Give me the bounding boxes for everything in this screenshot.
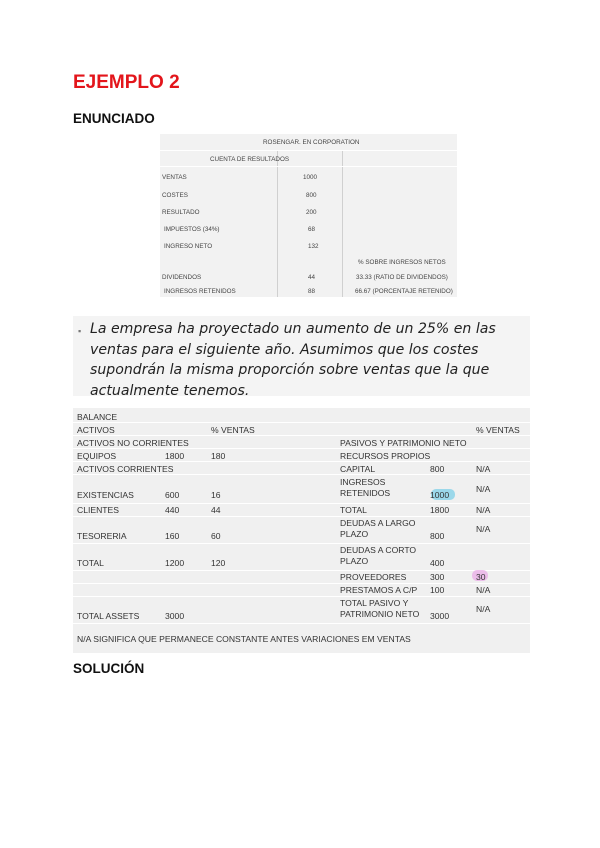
row-value: 800 — [306, 192, 317, 199]
left-row-pct: 44 — [211, 505, 221, 515]
right-row-pct: N/A — [476, 585, 491, 595]
right-row-value: 800 — [430, 464, 445, 474]
left-row-pct: 180 — [211, 451, 226, 461]
activos-no-corrientes: ACTIVOS NO CORRIENTES — [77, 438, 189, 448]
col-pct-ventas: % VENTAS — [211, 425, 255, 435]
left-row-value: 3000 — [165, 611, 185, 621]
row-label: INGRESO NETO — [164, 243, 213, 250]
row-label: COSTES — [162, 192, 188, 199]
left-row-label: CLIENTES — [77, 505, 120, 515]
left-row-label: EQUIPOS — [77, 451, 117, 461]
row-value: 44 — [308, 274, 316, 281]
right-row-pct: N/A — [476, 484, 491, 494]
right-row-pct: N/A — [476, 524, 491, 534]
right-row-pct: N/A — [476, 464, 491, 474]
left-row-pct: 120 — [211, 558, 226, 568]
right-row-label: CAPITAL — [340, 464, 376, 474]
col-activos: ACTIVOS — [77, 425, 115, 435]
right-row-label: PROVEEDORES — [340, 572, 407, 582]
row-value: 68 — [308, 226, 316, 233]
row-label: RESULTADO — [162, 209, 200, 216]
row-value: 1000 — [303, 174, 318, 181]
right-row-value: 300 — [430, 572, 445, 582]
left-row-label: TOTAL ASSETS — [77, 611, 140, 621]
pasivos-heading: PASIVOS Y PATRIMONIO NETO — [340, 438, 467, 448]
row-value: 132 — [308, 243, 319, 250]
page-title: EJEMPLO 2 — [73, 72, 180, 93]
recursos-propios: RECURSOS PROPIOS — [340, 451, 431, 461]
activos-corrientes: ACTIVOS CORRIENTES — [77, 464, 174, 474]
row-label: DIVIDENDOS — [162, 274, 202, 281]
enunciado-heading: ENUNCIADO — [73, 111, 155, 126]
right-row-label: PRESTAMOS A C/P — [340, 585, 418, 595]
left-row-pct: 16 — [211, 490, 221, 500]
right-row-pct: 30 — [476, 572, 486, 582]
row-value: 88 — [308, 288, 316, 295]
right-row-value: 3000 — [430, 611, 450, 621]
right-row-pct: N/A — [476, 604, 491, 614]
left-row-value: 1800 — [165, 451, 185, 461]
left-row-label: TOTAL — [77, 558, 104, 568]
note-ratio-dividendos: 33.33 (RATIO DE DIVIDENDOS) — [356, 274, 448, 281]
left-row-value: 440 — [165, 505, 180, 515]
note-porcentaje-retenido: 66.67 (PORCENTAJE RETENIDO) — [355, 288, 453, 295]
right-row-value: 100 — [430, 585, 445, 595]
row-label: IMPUESTOS (34%) — [164, 226, 220, 233]
right-row-label: DEUDAS A CORTO PLAZO — [340, 545, 417, 566]
left-row-label: TESORERIA — [77, 531, 127, 541]
right-row-label: TOTAL PASIVO Y PATRIMONIO NETO — [340, 598, 420, 619]
left-row-value: 160 — [165, 531, 180, 541]
left-row-label: EXISTENCIAS — [77, 490, 134, 500]
right-row-label: INGRESOS RETENIDOS — [340, 477, 391, 498]
row-label: VENTAS — [162, 174, 187, 181]
bullet-marker: ▪ — [78, 326, 82, 336]
row-value: 200 — [306, 209, 317, 216]
right-row-pct: N/A — [476, 505, 491, 515]
solucion-heading: SOLUCIÓN — [73, 661, 145, 676]
left-row-value: 1200 — [165, 558, 185, 568]
left-row-pct: 60 — [211, 531, 221, 541]
company-name: ROSENGAR. EN CORPORATION — [263, 139, 360, 146]
note-pct-ingresos: % SOBRE INGRESOS NETOS — [358, 259, 446, 266]
right-row-value: 1000 — [430, 490, 450, 500]
right-row-value: 1800 — [430, 505, 450, 515]
left-row-value: 600 — [165, 490, 180, 500]
balance-footnote: N/A SIGNIFICA QUE PERMANECE CONSTANTE ANTES VARIACIONES EM VENTAS — [77, 634, 411, 644]
statement-subtitle: CUENTA DE RESULTADOS — [210, 156, 290, 163]
right-row-value: 400 — [430, 558, 445, 568]
right-row-label: DEUDAS A LARGO PLAZO — [340, 518, 416, 539]
bullet-text: La empresa ha proyectado un aumento de un 25% en las ventas para el siguiente año. Asumimos que los costes supondrán la misma proporción sobre ventas que la que actualmente tenemos. — [90, 321, 496, 399]
col-pct-ventas-right: % VENTAS — [476, 425, 520, 435]
right-row-value: 800 — [430, 531, 445, 541]
income-statement-image — [160, 134, 457, 297]
balance-title: BALANCE — [77, 412, 118, 422]
right-row-label: TOTAL — [340, 505, 367, 515]
row-label: INGRESOS RETENIDOS — [164, 288, 236, 295]
